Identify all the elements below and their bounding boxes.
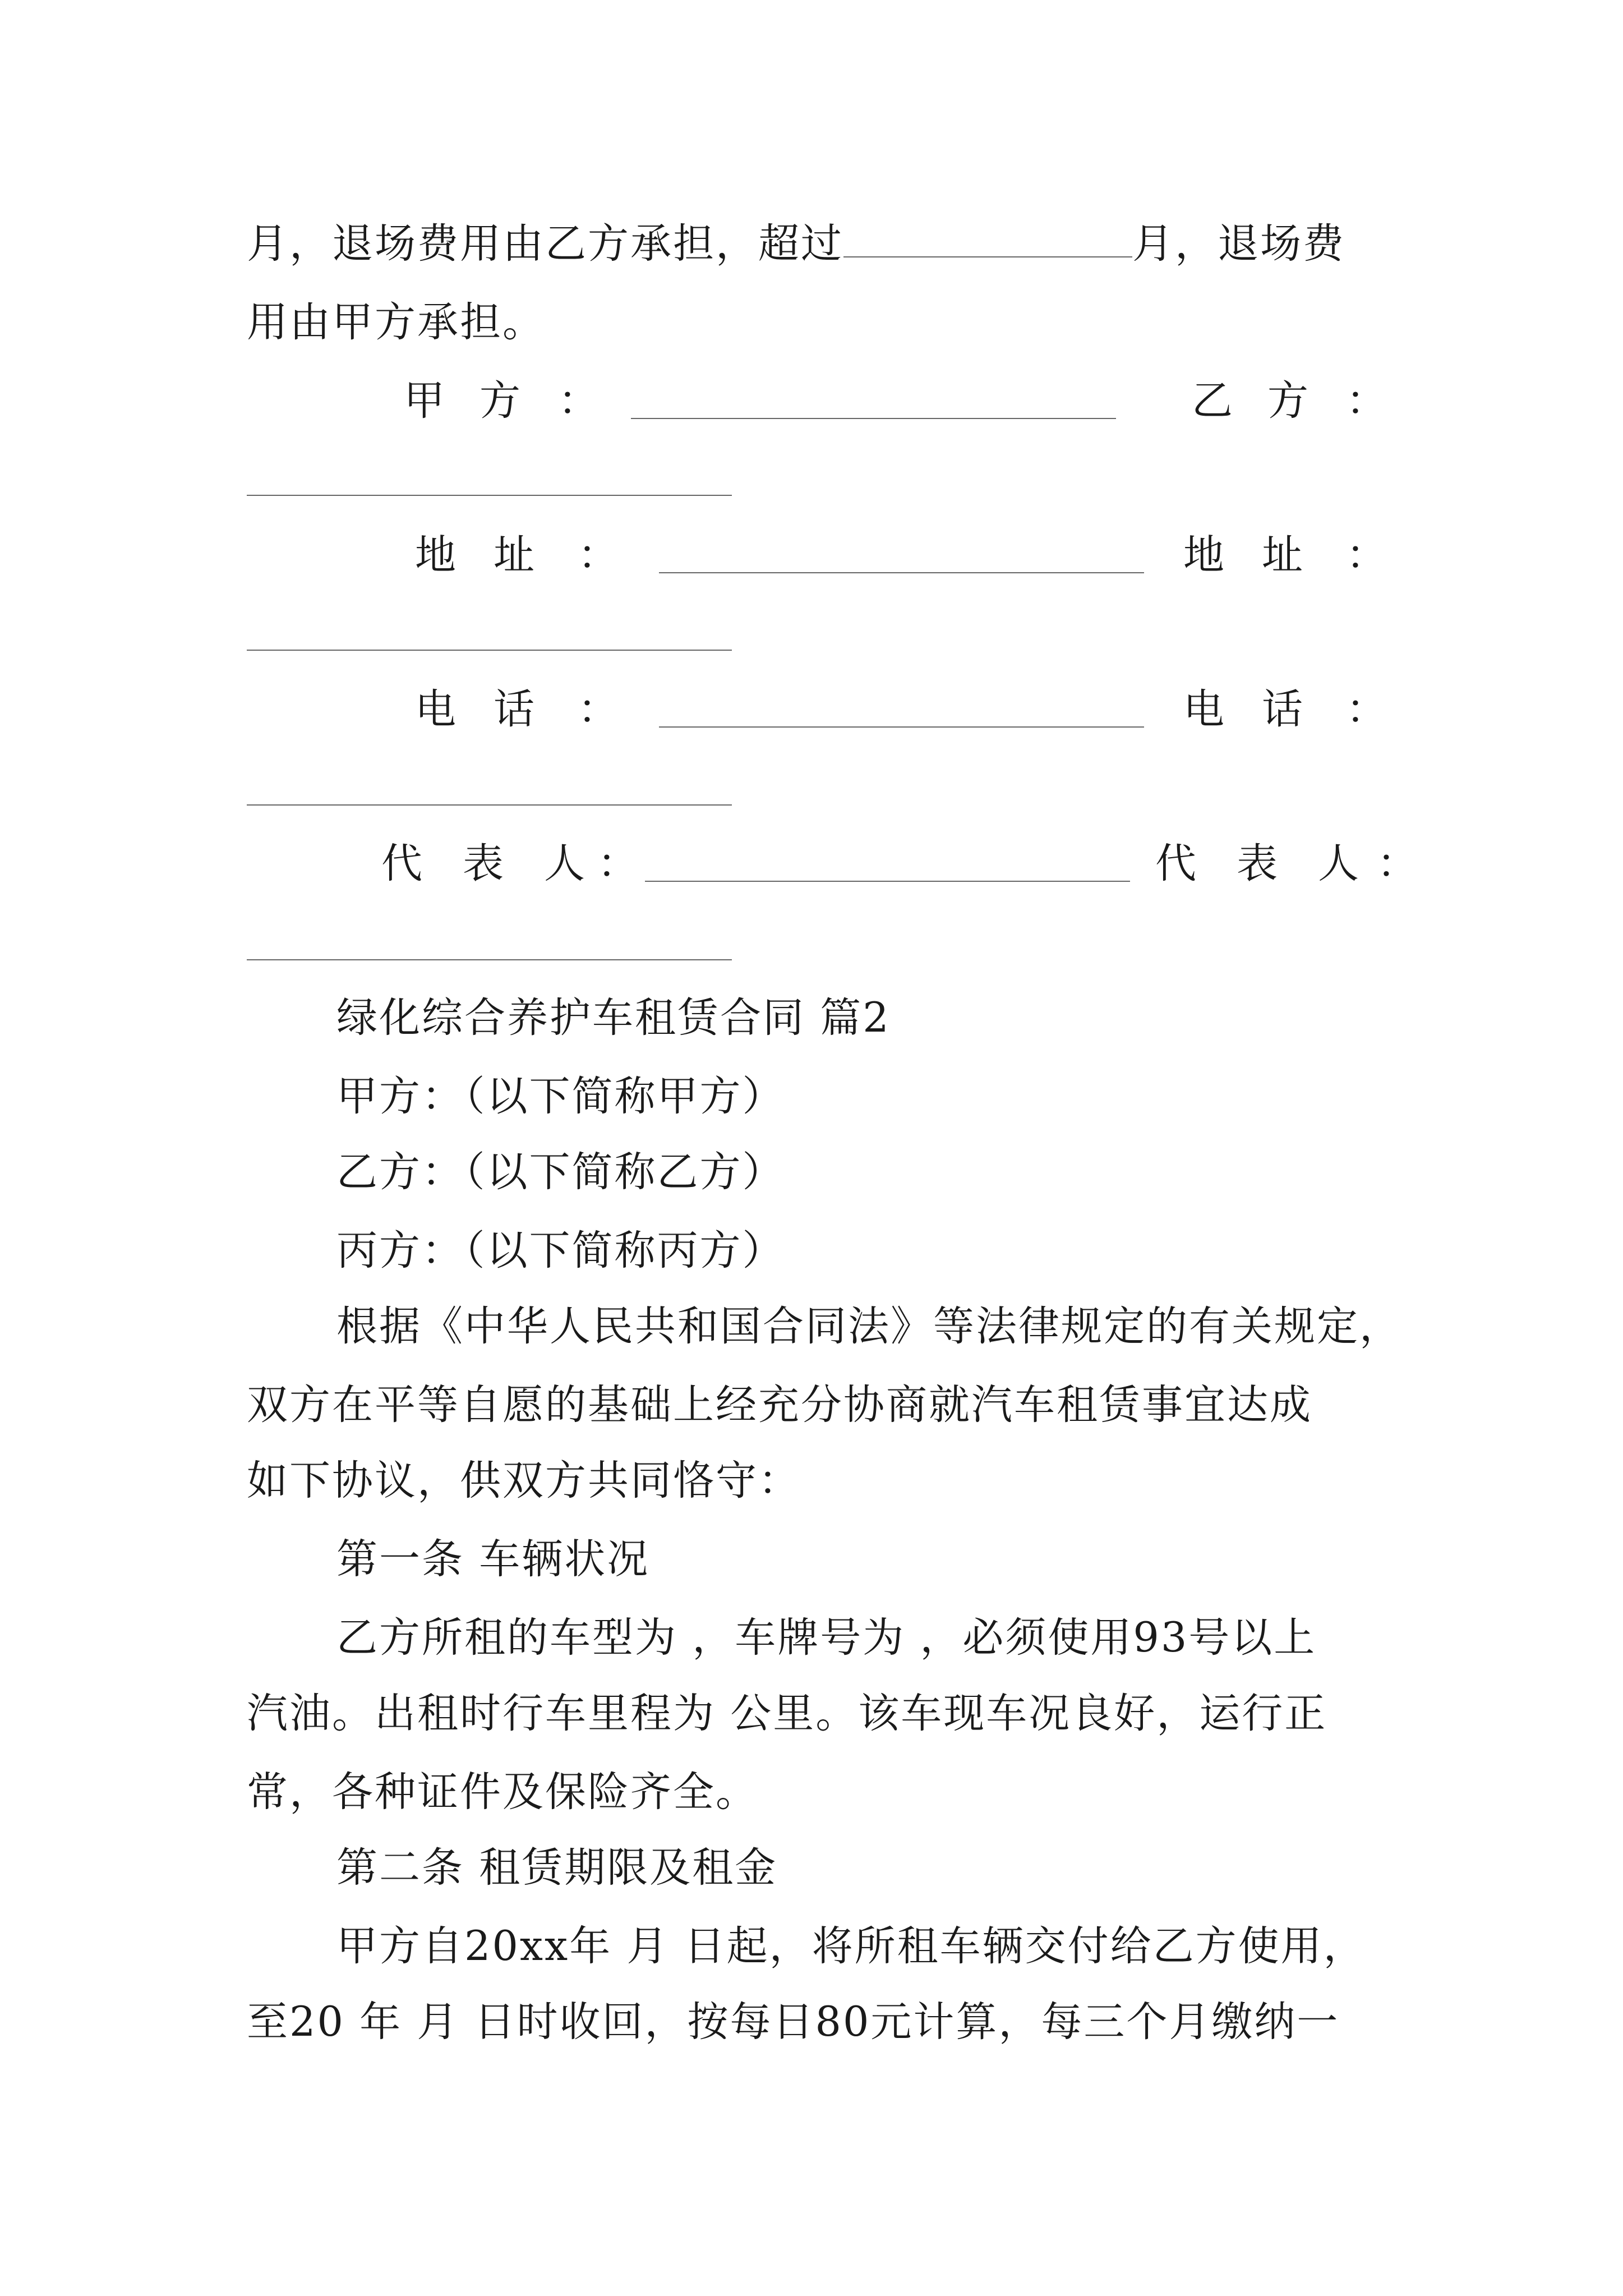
rep-b-label: 代 表 人 ： — [1155, 840, 1418, 887]
intro-line-2: 双方在平等自愿的基础上经充分协商就汽车租赁事宜达成 — [247, 1381, 1312, 1429]
continuation-line-2: 用由甲方承担。 — [247, 298, 545, 346]
party-b-label: 乙 方 ： — [1192, 377, 1387, 425]
article-2-title: 第二条 租赁期限及租金 — [336, 1844, 778, 1892]
address-a-blank — [659, 572, 1144, 573]
intro-line-1: 根据《中华人民共和国合同法》等法律规定的有关规定， — [336, 1303, 1402, 1350]
months-blank — [843, 224, 1132, 257]
continuation-text-a: 月，退场费用由乙方承担，超过 — [247, 220, 843, 268]
rep-a-blank — [645, 881, 1130, 882]
continuation-text-b: 月，退场费 — [1132, 220, 1345, 268]
party-a-label: 甲 方 ： — [404, 377, 599, 425]
article-1-line-3: 常，各种证件及保险齐全。 — [247, 1768, 758, 1816]
section-title: 绿化综合养护车租赁合同 篇2 — [336, 994, 891, 1042]
party-a-blank — [631, 418, 1116, 419]
article-2-line-2: 至20 年 月 日时收回，按每日80元计算，每三个月缴纳一 — [247, 1998, 1340, 2046]
phone-b-blank — [247, 804, 732, 806]
address-b-label: 地 址 ： — [1183, 531, 1387, 579]
address-a-label: 地 址 ： — [415, 531, 619, 579]
address-b-blank — [247, 650, 732, 651]
phone-b-label: 电 话 ： — [1183, 685, 1387, 733]
party-a-line: 甲方：（以下简称甲方） — [336, 1073, 785, 1120]
phone-a-blank — [659, 726, 1144, 728]
party-b-blank — [247, 495, 732, 496]
rep-b-blank — [247, 959, 732, 960]
continuation-line-1 — [247, 216, 1345, 272]
phone-a-label: 电 话 ： — [415, 685, 619, 733]
rep-a-label: 代 表 人 ： — [381, 840, 638, 887]
article-1-line-1: 乙方所租的车型为 ，车牌号为 ，必须使用93号以上 — [336, 1614, 1317, 1662]
article-2-line-1: 甲方自20xx年 月 日起，将所租车辆交付给乙方使用， — [336, 1922, 1366, 1970]
article-1-title: 第一条 车辆状况 — [336, 1535, 650, 1583]
party-c-line: 丙方：（以下简称丙方） — [336, 1227, 785, 1274]
article-1-line-2: 汽油。出租时行车里程为 公里。该车现车况良好，运行正 — [247, 1690, 1327, 1737]
party-b-line: 乙方：（以下简称乙方） — [336, 1148, 785, 1196]
intro-line-3: 如下协议，供双方共同恪守： — [247, 1457, 801, 1504]
